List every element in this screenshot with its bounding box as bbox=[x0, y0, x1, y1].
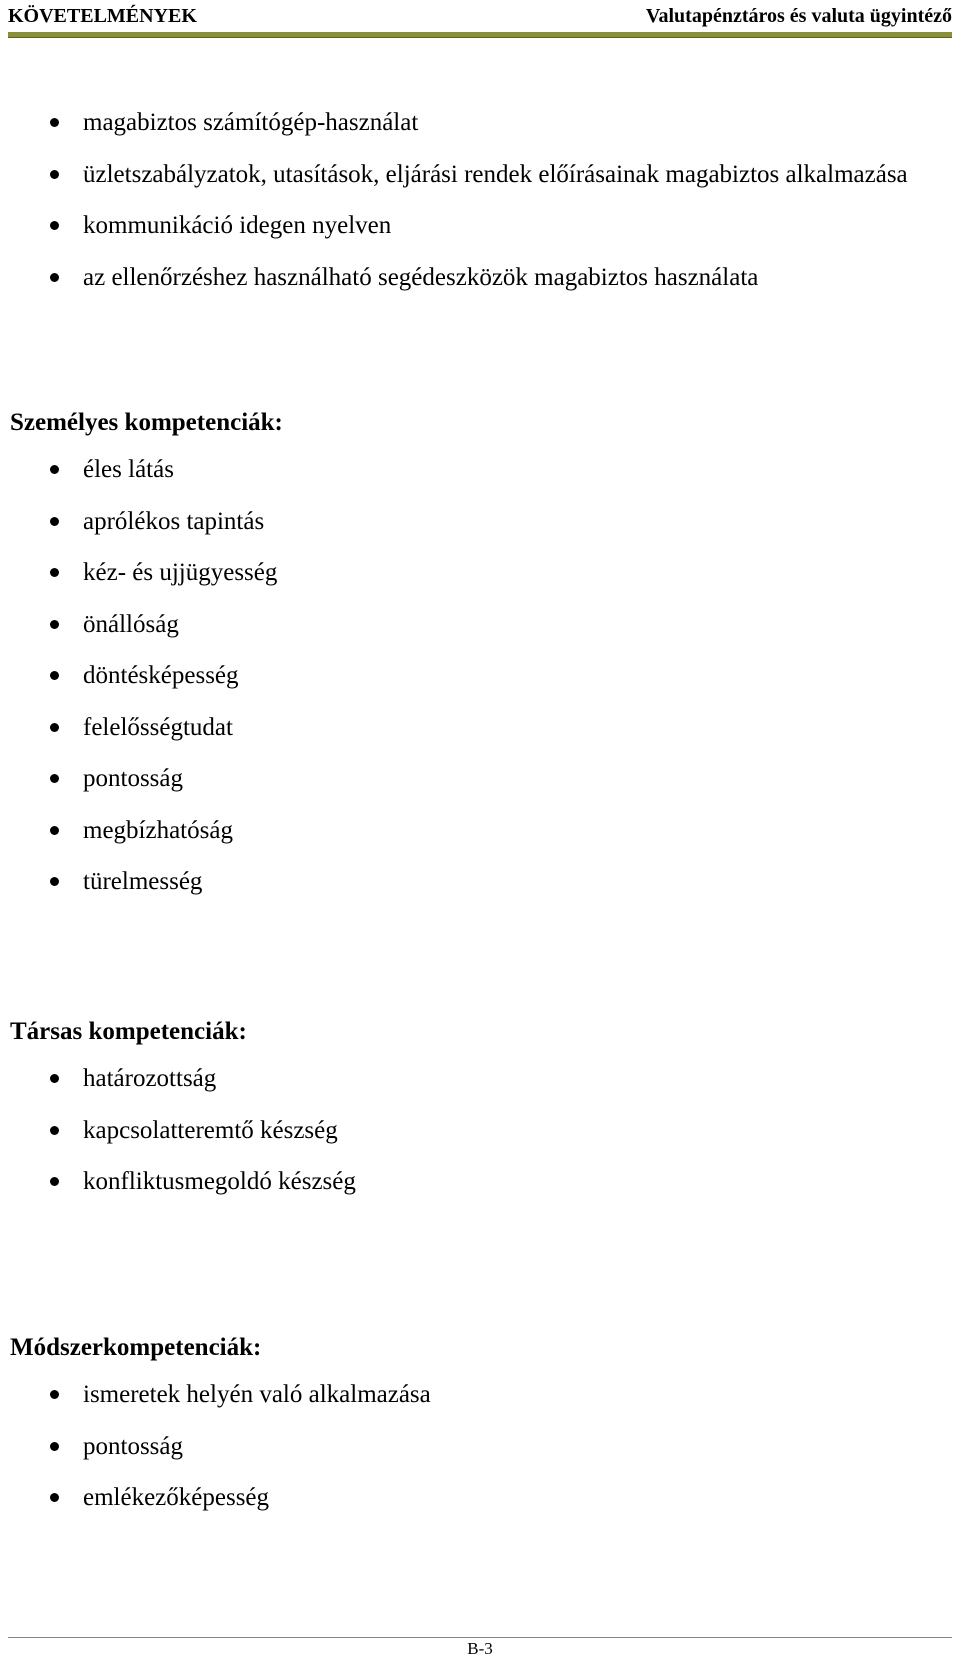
bullet-icon bbox=[50, 826, 59, 835]
bullet-icon bbox=[50, 671, 59, 680]
list-item bbox=[10, 1105, 950, 1157]
list-item-text: pontosság bbox=[83, 765, 183, 792]
list-item-text: ismeretek helyén való alkalmazása bbox=[83, 1381, 431, 1408]
list-item-text: emlékezőképesség bbox=[83, 1484, 270, 1511]
list-item-text: felelősségtudat bbox=[83, 713, 233, 741]
list-item-text: türelmesség bbox=[83, 868, 203, 895]
header-document-title: Valutapénztáros és valuta ügyintéző bbox=[645, 5, 952, 27]
social-competencies-section bbox=[10, 1015, 950, 1208]
list-item-text: kapcsolatteremtő készség bbox=[83, 1116, 338, 1144]
list-item-text: kommunikáció idegen nyelven bbox=[83, 212, 392, 239]
bullet-icon bbox=[50, 517, 59, 526]
method-competencies-list bbox=[10, 1369, 950, 1524]
personal-competencies-section bbox=[10, 406, 950, 908]
header-rule bbox=[8, 32, 952, 38]
list-item bbox=[10, 547, 950, 599]
bullet-icon bbox=[50, 273, 59, 282]
list-item bbox=[10, 200, 950, 252]
method-competencies-heading: Módszerkompetenciák: bbox=[10, 1334, 262, 1361]
list-item-text: önállóság bbox=[83, 610, 179, 638]
page-number: B-3 bbox=[467, 1639, 493, 1658]
list-item-text: határozottság bbox=[83, 1065, 217, 1092]
list-item-text: aprólékos tapintás bbox=[83, 507, 265, 535]
bullet-icon bbox=[50, 774, 59, 783]
list-item bbox=[10, 1053, 950, 1105]
bullet-icon bbox=[50, 1074, 59, 1083]
bullet-icon bbox=[50, 723, 59, 732]
list-item bbox=[10, 1369, 950, 1421]
header-section-title: KÖVETELMÉNYEK bbox=[8, 5, 197, 27]
list-item-text: éles látás bbox=[83, 456, 174, 483]
list-item-text: megbízhatóság bbox=[83, 816, 233, 844]
list-item bbox=[10, 444, 950, 496]
list-item-text: konfliktusmegoldó készség bbox=[83, 1168, 356, 1195]
bullet-icon bbox=[50, 620, 59, 629]
list-item bbox=[10, 702, 950, 754]
bullet-icon bbox=[50, 118, 59, 127]
bullet-icon bbox=[50, 465, 59, 474]
list-item-text: pontosság bbox=[83, 1432, 183, 1460]
list-item bbox=[10, 856, 950, 908]
skills-list bbox=[10, 97, 950, 303]
bullet-icon bbox=[50, 170, 59, 179]
list-item bbox=[10, 1472, 950, 1524]
list-item-text: magabiztos számítógép-használat bbox=[83, 109, 419, 136]
bullet-icon bbox=[50, 1390, 59, 1399]
list-item bbox=[10, 753, 950, 805]
list-item bbox=[10, 650, 950, 702]
bullet-icon bbox=[50, 1126, 59, 1135]
bullet-icon bbox=[50, 877, 59, 886]
list-item bbox=[10, 1156, 950, 1208]
list-item-text: üzletszabályzatok, utasítások, eljárási rendek előírásainak magabiztos alkalmazása bbox=[83, 160, 908, 188]
bullet-icon bbox=[50, 1493, 59, 1502]
list-item-text: az ellenőrzéshez használható segédeszközök magabiztos használata bbox=[83, 263, 759, 291]
bullet-icon bbox=[50, 1177, 59, 1186]
personal-competencies-heading: Személyes kompetenciák: bbox=[10, 409, 283, 436]
skills-list-section bbox=[10, 97, 950, 303]
bullet-icon bbox=[50, 221, 59, 230]
list-item bbox=[10, 496, 950, 548]
list-item bbox=[10, 97, 950, 149]
list-item bbox=[10, 1421, 950, 1473]
personal-competencies-list bbox=[10, 444, 950, 908]
list-item bbox=[10, 149, 950, 201]
bullet-icon bbox=[50, 568, 59, 577]
method-competencies-section bbox=[10, 1331, 950, 1524]
bullet-icon bbox=[50, 1442, 59, 1451]
social-competencies-list bbox=[10, 1053, 950, 1208]
list-item bbox=[10, 805, 950, 857]
list-item-text: kéz- és ujjügyesség bbox=[83, 559, 278, 586]
page-header bbox=[8, 4, 952, 34]
social-competencies-heading: Társas kompetenciák: bbox=[10, 1018, 247, 1045]
list-item bbox=[10, 599, 950, 651]
list-item-text: döntésképesség bbox=[83, 662, 239, 689]
list-item bbox=[10, 252, 950, 304]
footer-rule bbox=[8, 1637, 952, 1638]
